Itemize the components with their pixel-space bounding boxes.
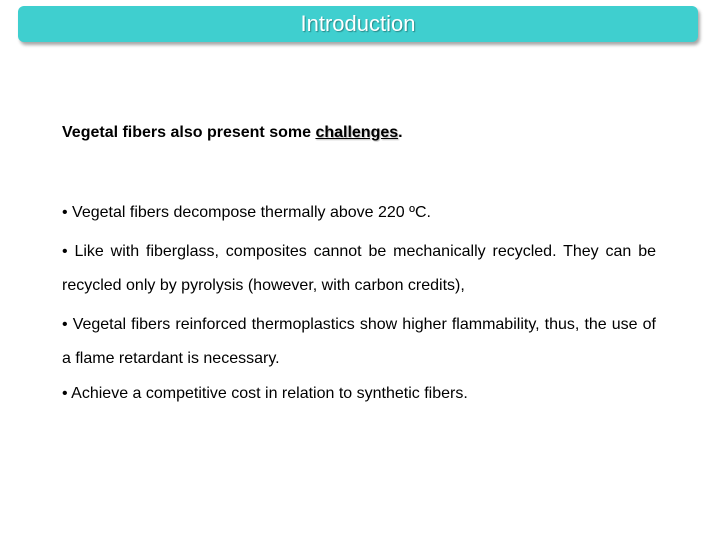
intro-period: . — [398, 124, 403, 141]
intro-line — [62, 124, 403, 142]
bullet-recycling: • Like with fiberglass, composites cannot be mechanically recycled. They can be recycled only by pyrolysis (however, with carbon credits), — [62, 243, 656, 294]
bullet-cost: • Achieve a competitive cost in relation to synthetic fibers. — [62, 385, 468, 402]
intro-highlight: challenges — [315, 124, 399, 141]
slide-title: Introduction — [300, 11, 416, 36]
bullet-thermal-decomposition: • Vegetal fibers decompose thermally above 220 ºC. — [62, 204, 431, 221]
title-bar — [18, 6, 698, 42]
intro-text: Vegetal fibers also present some — [62, 124, 316, 141]
bullet-flammability: • Vegetal fibers reinforced thermoplastics show higher flammability, thus, the use of a flame retardant is necessary. — [62, 316, 656, 367]
